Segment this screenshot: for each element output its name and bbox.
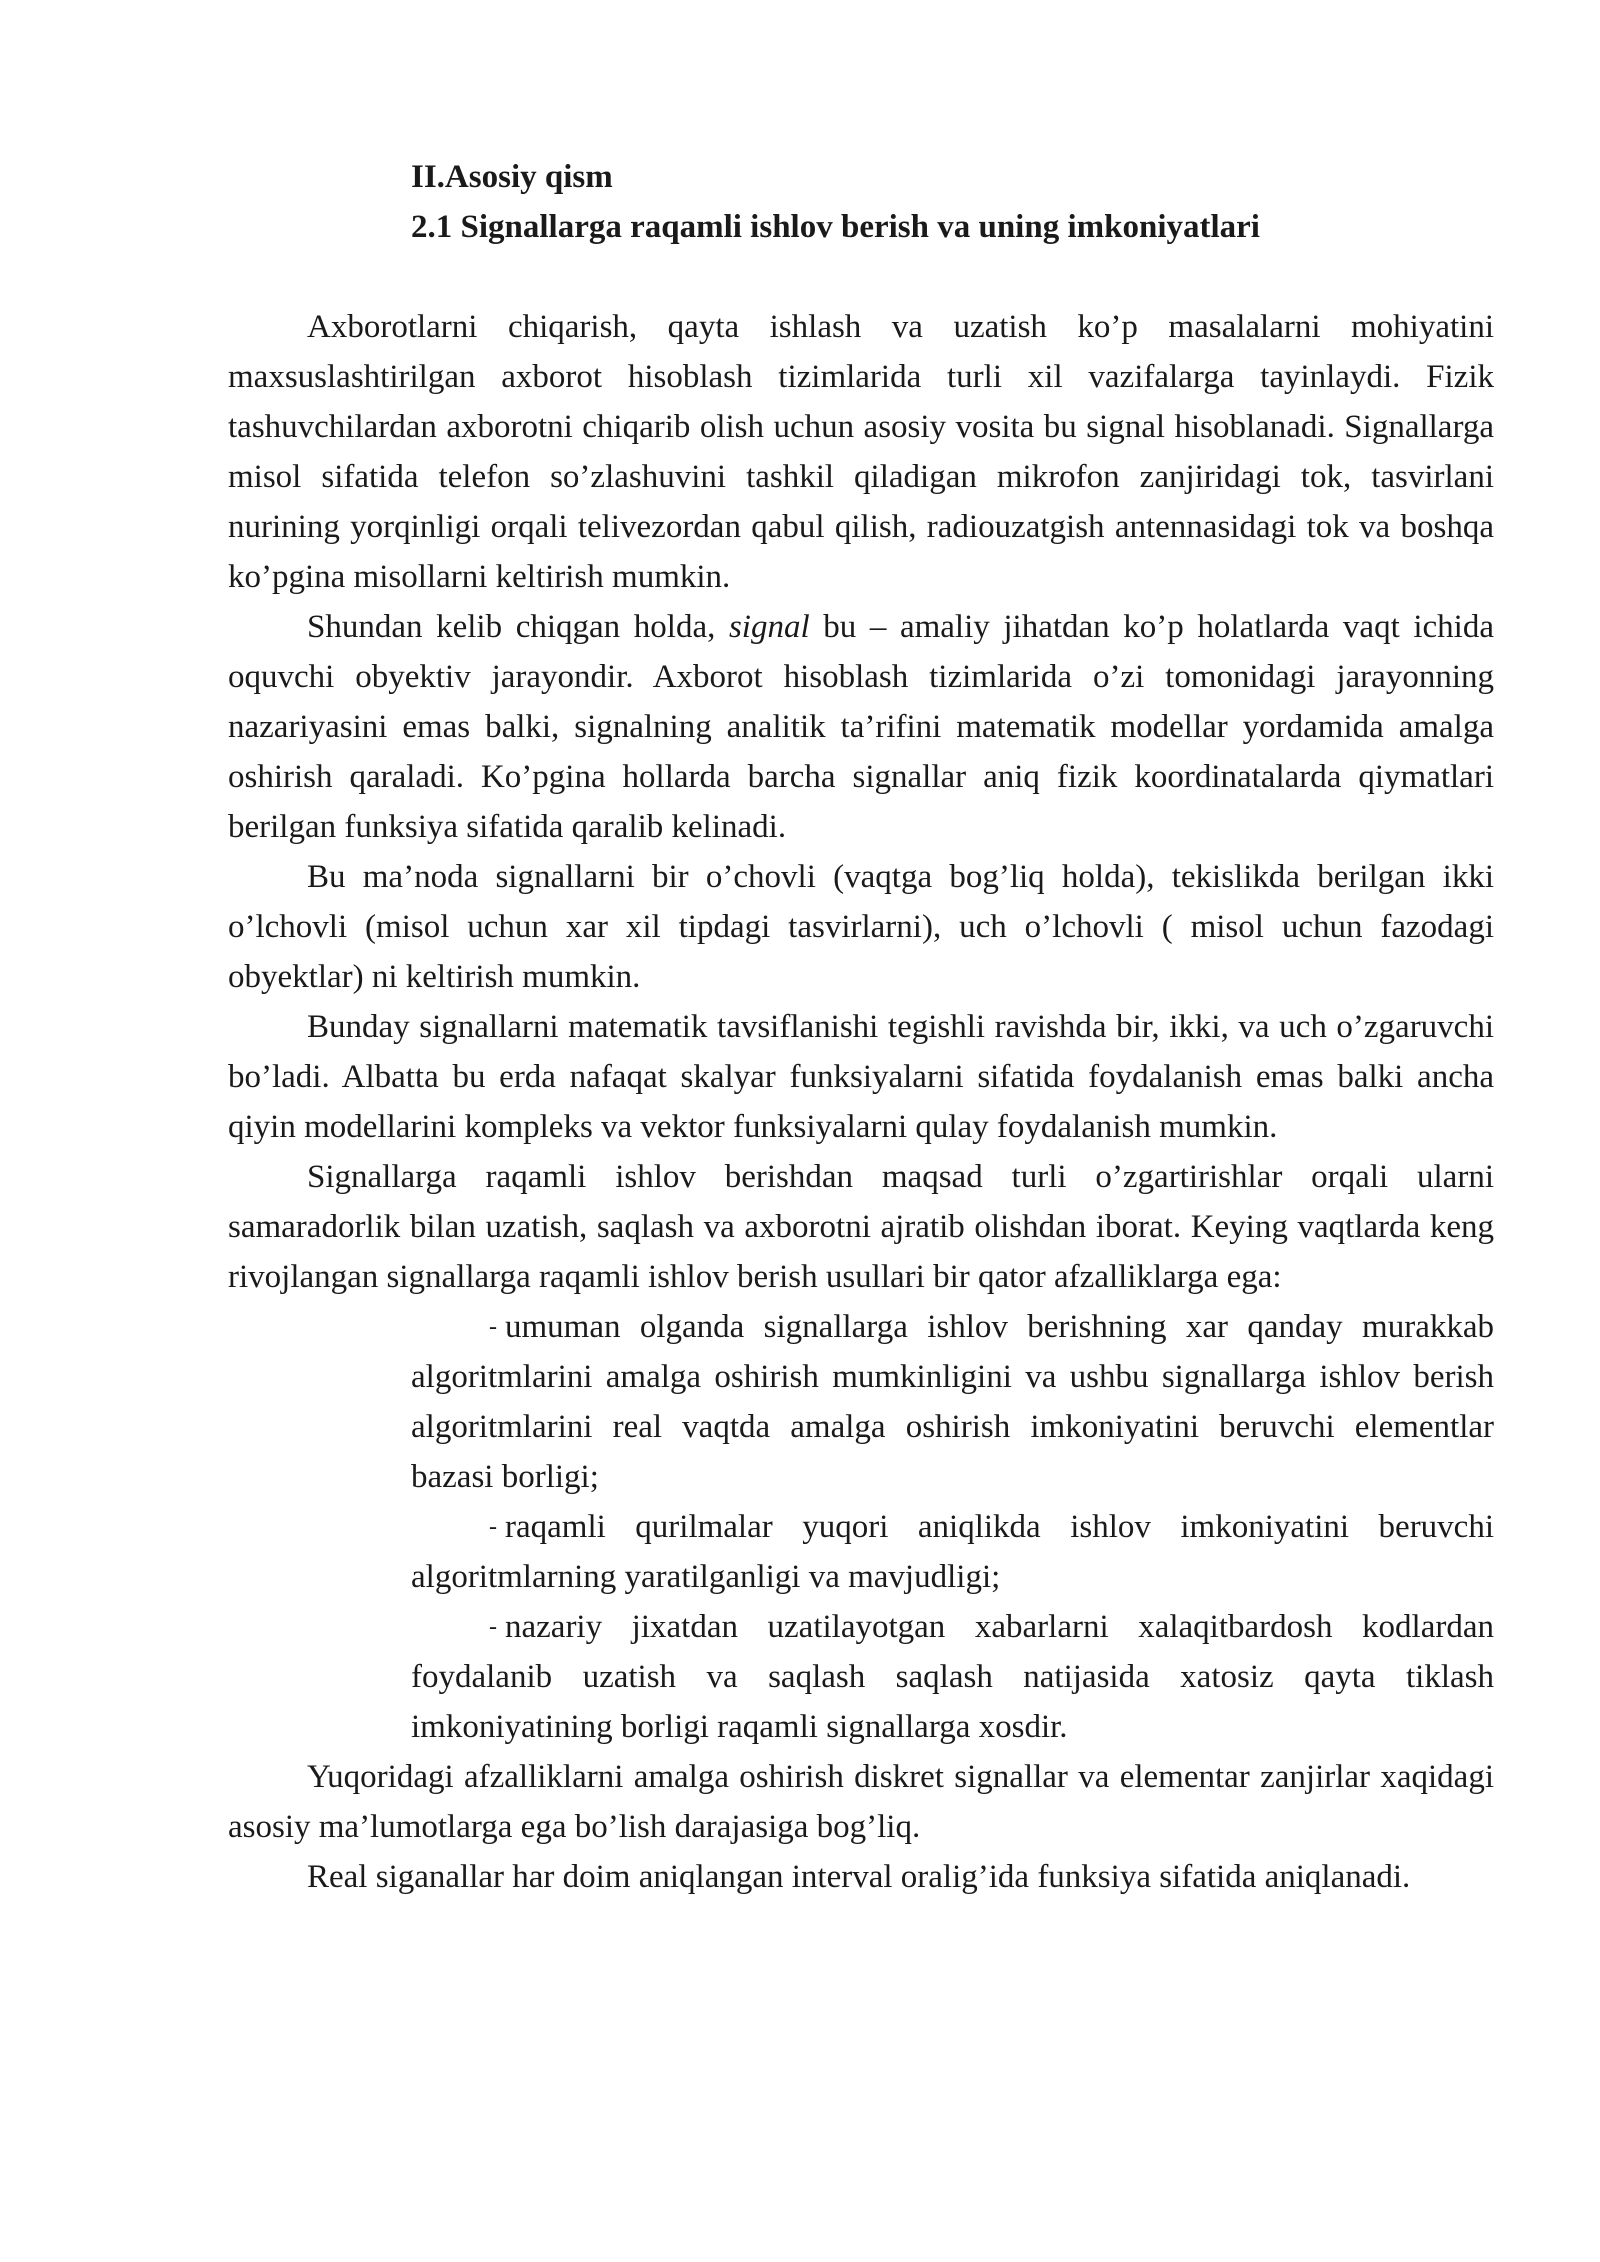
dash-bullet: - <box>489 1614 497 1640</box>
list-item-1 <box>411 1302 1494 1502</box>
list-item-text: nazariy jixatdan uzatilayotgan xabarlarni xalaqitbardosh kodlardan foydalanib uzatish va saqlash saqlash natijasida xatosiz qayta tiklash imkoniyatining borligi raqamli signallarga xosdir. <box>411 1609 1494 1745</box>
paragraph-1: Axborotlarni chiqarish, qayta ishlash va uzatish ko’p masalalarni mohiyatini maxsuslashtirilgan axborot hisoblash tizimlarida turli xil vazifalarga tayinlaydi. Fizik tashuvchilardan axborotni chiqarib olish uchun asosiy vosita bu signal hisoblanadi. Signallarga misol sifatida telefon so’zlashuvini tashkil qiladigan mikrofon zanjiridagi tok, tasvirlani nurining yorqinligi orqali telivezordan qabul qilish, radiouzatgish antennasidagi tok va boshqa ko’pgina misollarni keltirish mumkin. <box>228 309 1494 595</box>
list-item-2 <box>411 1502 1494 1602</box>
paragraph-7: Real siganallar har doim aniqlangan interval oralig’ida funksiya sifatida aniqlanadi. <box>307 1859 1411 1895</box>
italic-term-signal: signal <box>728 609 810 645</box>
list-item-text: umuman olganda signallarga ishlov berishning xar qanday murakkab algoritmlarini amalga oshirish mumkinligini va ushbu signallarga ishlov berish algoritmlarini real vaqtda amalga oshirish imkoniyatini beruvchi elementlar bazasi borligi; <box>411 1309 1494 1495</box>
paragraph-2-text-start: Shundan kelib chiqgan holda, <box>307 609 729 645</box>
paragraph-6: Yuqoridagi afzalliklarni amalga oshirish diskret signallar va elementar zanjirlar xaqidagi asosiy ma’lumotlarga ega bo’lish darajasiga bog’liq. <box>228 1759 1494 1845</box>
dash-bullet: - <box>489 1514 497 1540</box>
list-item-text: raqamli qurilmalar yuqori aniqlikda ishlov imkoniyatini beruvchi algoritmlarning yaratilganligi va mavjudligi; <box>411 1509 1494 1595</box>
list-item-3 <box>411 1602 1494 1752</box>
paragraph-2-text-end: bu – amaliy jihatdan ko’p holatlarda vaqt ichida oquvchi obyektiv jarayondir. Axborot hisoblash tizimlarida o’zi tomonidagi jarayonning nazariyasini emas balki, signalning analitik ta’rifini matematik modellar yordamida amalga oshirish qaraladi. Ko’pgina hollarda barcha signallar aniq fizik koordinatalarda qiymatlari berilgan funksiya sifatida qaralib kelinadi. <box>228 609 1494 845</box>
paragraph-2 <box>228 602 1494 852</box>
document-body <box>228 152 1494 1902</box>
subsection-heading: 2.1 Signallarga raqamli ishlov berish va uning imkoniyatlari <box>411 209 1260 245</box>
dash-bullet: - <box>489 1314 497 1340</box>
paragraph-5: Signallarga raqamli ishlov berishdan maqsad turli o’zgartirishlar orqali ularni samaradorlik bilan uzatish, saqlash va axborotni ajratib olishdan iborat. Keying vaqtlarda keng rivojlangan signallarga raqamli ishlov berish usullari bir qator afzalliklarga ega: <box>228 1159 1494 1295</box>
section-heading: II.Asosiy qism <box>411 159 613 195</box>
paragraph-4: Bunday signallarni matematik tavsiflanishi tegishli ravishda bir, ikki, va uch o’zgaruvchi bo’ladi. Albatta bu erda nafaqat skalyar funksiyalarni sifatida foydalanish emas balki ancha qiyin modellarini kompleks va vektor funksiyalarni qulay foydalanish mumkin. <box>228 1009 1494 1145</box>
heading-spacer <box>228 252 1494 302</box>
paragraph-3: Bu ma’noda signallarni bir o’chovli (vaqtga bog’liq holda), tekislikda berilgan ikki o’lchovli (misol uchun xar xil tipdagi tasvirlarni), uch o’lchovli ( misol uchun fazodagi obyektlar) ni keltirish mumkin. <box>228 859 1494 995</box>
